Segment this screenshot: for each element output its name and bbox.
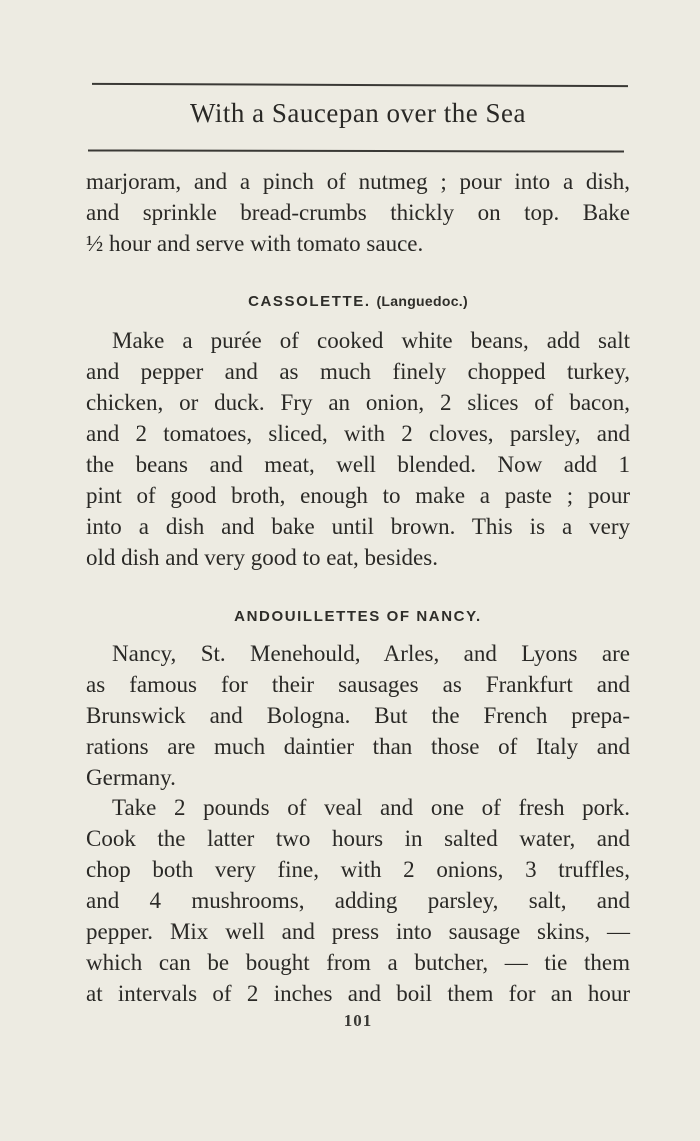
header-rule-bottom	[88, 149, 624, 152]
text-line: at intervals of 2 inches and boil them for an hour	[86, 981, 630, 1006]
continued-paragraph	[86, 166, 630, 259]
text-line: and 2 tomatoes, sliced, with 2 cloves, parsley, and	[86, 421, 630, 446]
text-line: Take 2 pounds of veal and one of fresh pork.	[112, 795, 630, 820]
text-line: marjoram, and a pinch of nutmeg ; pour into a dish,	[86, 169, 630, 194]
recipe-heading-cassolette	[86, 293, 630, 310]
text-line: which can be bought from a butcher, — tie them	[86, 950, 630, 975]
text-line: into a dish and bake until brown. This is a very	[86, 514, 630, 539]
page-number: 101	[343, 1011, 373, 1030]
text-line: pepper. Mix well and press into sausage skins, —	[86, 919, 630, 944]
recipe-title: CASSOLETTE.	[248, 293, 371, 310]
header-rule-top	[92, 83, 628, 87]
recipe-title: ANDOUILLETTES OF NANCY.	[234, 608, 482, 625]
recipe-paragraph	[86, 325, 630, 573]
text-line: Germany.	[86, 765, 176, 790]
text-line: rations are much daintier than those of Italy and	[86, 734, 630, 759]
text-line: Make a purée of cooked white beans, add salt	[112, 328, 630, 353]
text-line: and sprinkle bread-crumbs thickly on top. Bake	[86, 200, 630, 225]
text-line: and 4 mushrooms, adding parsley, salt, and	[86, 888, 630, 913]
text-line: chop both very fine, with 2 onions, 3 truffles,	[86, 857, 630, 882]
recipe-subtitle: (Languedoc.)	[376, 293, 468, 309]
text-line: Cook the latter two hours in salted water, and	[86, 826, 630, 851]
text-line: Nancy, St. Menehould, Arles, and Lyons are	[112, 641, 630, 666]
text-line: old dish and very good to eat, besides.	[86, 545, 438, 570]
text-line: chicken, or duck. Fry an onion, 2 slices of bacon,	[86, 390, 630, 415]
recipe-paragraph	[86, 638, 630, 793]
text-line: as famous for their sausages as Frankfurt and	[86, 672, 630, 697]
text-line: pint of good broth, enough to make a paste ; pour	[86, 483, 630, 508]
text-line: ½ hour and serve with tomato sauce.	[86, 231, 424, 256]
text-line: Brunswick and Bologna. But the French prepa-	[86, 703, 630, 728]
text-line: the beans and meat, well blended. Now add 1	[86, 452, 630, 477]
text-line: and pepper and as much finely chopped turkey,	[86, 359, 630, 384]
running-head: With a Saucepan over the Sea	[189, 98, 527, 128]
recipe-heading-andouillettes	[86, 608, 630, 625]
recipe-paragraph	[86, 792, 630, 1009]
